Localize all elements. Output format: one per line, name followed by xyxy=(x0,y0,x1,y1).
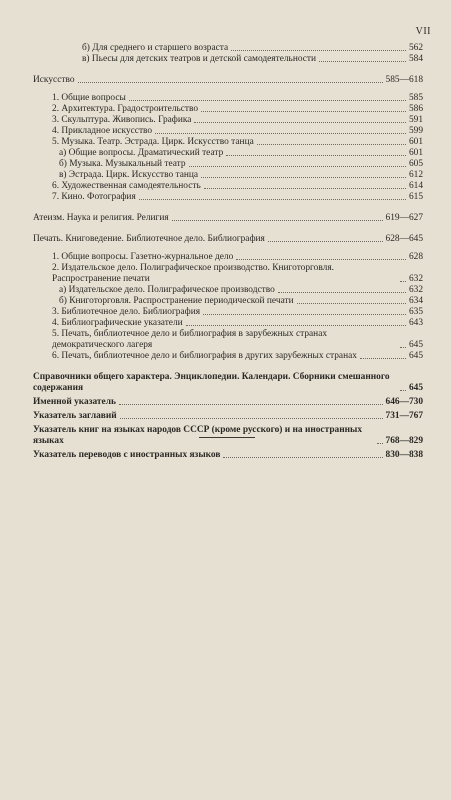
leader-dots xyxy=(203,314,406,315)
toc-section-pages: 646—730 xyxy=(385,397,423,407)
end-rule xyxy=(199,437,255,438)
toc-entry-pages: 605 xyxy=(408,159,423,169)
leader-dots xyxy=(120,418,383,419)
toc-entry-pages: 584 xyxy=(408,54,423,64)
table-of-contents xyxy=(33,43,423,461)
toc-section-title: Именной указатель xyxy=(33,397,116,407)
toc-entry-pages: 632 xyxy=(408,285,423,295)
toc-section-pages: 585—618 xyxy=(385,75,423,85)
toc-entry xyxy=(33,296,423,307)
toc-section xyxy=(33,425,423,447)
toc-entry xyxy=(33,318,423,329)
toc-entry xyxy=(33,170,423,181)
toc-entry-pages: 614 xyxy=(408,181,423,191)
toc-entry xyxy=(33,351,423,362)
toc-section xyxy=(33,397,423,408)
toc-entry-title: 3. Библиотечное дело. Библиография xyxy=(52,307,201,317)
toc-entry-title: б) Для среднего и старшего возраста xyxy=(82,43,229,53)
toc-entry xyxy=(33,181,423,192)
toc-section xyxy=(33,234,423,245)
leader-dots xyxy=(139,199,406,200)
toc-entry-title: 6. Печать, библиотечное дело и библиография в других зарубежных странах xyxy=(52,351,357,361)
toc-entry-title: б) Музыка. Музыкальный театр xyxy=(59,159,186,169)
leader-dots xyxy=(377,443,383,444)
leader-dots xyxy=(231,50,406,51)
toc-section-pages: 628—645 xyxy=(385,234,423,244)
toc-entry-pages: 635 xyxy=(408,307,423,317)
toc-entry xyxy=(33,307,423,318)
toc-entry-title: 5. Музыка. Театр. Эстрада. Цирк. Искусство танца xyxy=(52,137,254,147)
toc-entry xyxy=(33,93,423,104)
leader-dots xyxy=(400,281,406,282)
leader-dots xyxy=(194,122,405,123)
leader-dots xyxy=(257,144,406,145)
leader-dots xyxy=(319,61,406,62)
leader-dots xyxy=(119,404,383,405)
leader-dots xyxy=(236,259,406,260)
leader-dots xyxy=(268,241,383,242)
toc-section xyxy=(33,411,423,422)
toc-entry-title: а) Издательское дело. Полиграфическое производство xyxy=(59,285,275,295)
toc-entry-title: б) Книготорговля. Распространение периодической печати xyxy=(59,296,294,306)
leader-dots xyxy=(223,457,382,458)
toc-entry xyxy=(33,104,423,115)
toc-entry-pages: 645 xyxy=(408,340,423,350)
page-number: VII xyxy=(415,26,431,37)
toc-entry-title: а) Общие вопросы. Драматический театр xyxy=(59,148,224,158)
toc-entry-pages: 615 xyxy=(408,192,423,202)
toc-section-title: Указатель заглавий xyxy=(33,411,117,421)
toc-entry xyxy=(33,263,423,285)
toc-entry-title: 2. Издательское дело. Полиграфическое производство. Книготорговля. Распространение печати xyxy=(52,263,334,284)
leader-dots xyxy=(129,100,406,101)
toc-section xyxy=(33,450,423,461)
toc-entry-title: в) Пьесы для детских театров и детской самодеятельности xyxy=(82,54,317,64)
toc-entry xyxy=(33,159,423,170)
toc-entry-pages: 591 xyxy=(408,115,423,125)
toc-entry xyxy=(33,126,423,137)
toc-section-pages: 731—767 xyxy=(385,411,423,421)
toc-entry-pages: 601 xyxy=(408,137,423,147)
toc-entry xyxy=(33,137,423,148)
leader-dots xyxy=(186,325,406,326)
toc-entry-pages: 634 xyxy=(408,296,423,306)
toc-entry xyxy=(33,148,423,159)
toc-entry-title: 6. Художественная самодеятельность xyxy=(52,181,201,191)
leader-dots xyxy=(78,82,383,83)
leader-dots xyxy=(172,220,383,221)
toc-section xyxy=(33,213,423,224)
leader-dots xyxy=(226,155,406,156)
toc-section-title: Справочники общего характера. Энциклопедии. Календари. Сборники смешанного содержания xyxy=(33,372,390,393)
toc-section-pages: 768—829 xyxy=(385,436,423,446)
toc-entry-pages: 632 xyxy=(408,274,423,284)
leader-dots xyxy=(189,166,406,167)
toc-section-title: Атеизм. Наука и религия. Религия xyxy=(33,213,169,223)
toc-entry xyxy=(33,192,423,203)
leader-dots xyxy=(201,177,406,178)
toc-entry xyxy=(33,115,423,126)
toc-entry-title: 3. Скульптура. Живопись. Графика xyxy=(52,115,192,125)
leader-dots xyxy=(400,390,406,391)
leader-dots xyxy=(360,358,406,359)
toc-entry-pages: 599 xyxy=(408,126,423,136)
toc-entry-pages: 562 xyxy=(408,43,423,53)
toc-entry-title: 2. Архитектура. Градостроительство xyxy=(52,104,199,114)
toc-entry-title: 4. Прикладное искусство xyxy=(52,126,153,136)
toc-entry-pages: 585 xyxy=(408,93,423,103)
toc-entry-pages: 628 xyxy=(408,252,423,262)
toc-section-pages: 830—838 xyxy=(385,450,423,460)
toc-section-pages: 645 xyxy=(408,383,423,393)
toc-section xyxy=(33,75,423,86)
toc-entry-pages: 586 xyxy=(408,104,423,114)
toc-section xyxy=(33,372,423,394)
leader-dots xyxy=(297,303,406,304)
toc-section-pages: 619—627 xyxy=(385,213,423,223)
toc-entry xyxy=(33,252,423,263)
leader-dots xyxy=(204,188,406,189)
toc-entry xyxy=(33,43,423,54)
toc-entry-title: в) Эстрада. Цирк. Искусство танца xyxy=(59,170,199,180)
toc-entry xyxy=(33,285,423,296)
toc-entry-pages: 601 xyxy=(408,148,423,158)
toc-entry-title: 5. Печать, библиотечное дело и библиография в зарубежных странах демократического лагеря xyxy=(52,329,328,350)
toc-entry xyxy=(33,329,423,351)
toc-entry-title: 7. Кино. Фотография xyxy=(52,192,136,202)
leader-dots xyxy=(201,111,406,112)
toc-entry-title: 1. Общие вопросы. Газетно-журнальное дело xyxy=(52,252,234,262)
toc-entry-title: 4. Библиографические указатели xyxy=(52,318,183,328)
toc-section-title: Указатель книг на языках народов СССР (кроме русского) и на иностранных языках xyxy=(33,425,363,446)
leader-dots xyxy=(155,133,406,134)
leader-dots xyxy=(400,347,406,348)
toc-entry-pages: 645 xyxy=(408,351,423,361)
leader-dots xyxy=(278,292,406,293)
toc-section-title: Печать. Книговедение. Библиотечное дело. Библиография xyxy=(33,234,265,244)
toc-entry-title: 1. Общие вопросы xyxy=(52,93,126,103)
toc-section-title: Указатель переводов с иностранных языков xyxy=(33,450,221,460)
toc-section-title: Искусство xyxy=(33,75,75,85)
toc-entry-pages: 612 xyxy=(408,170,423,180)
toc-entry-pages: 643 xyxy=(408,318,423,328)
toc-entry xyxy=(33,54,423,65)
